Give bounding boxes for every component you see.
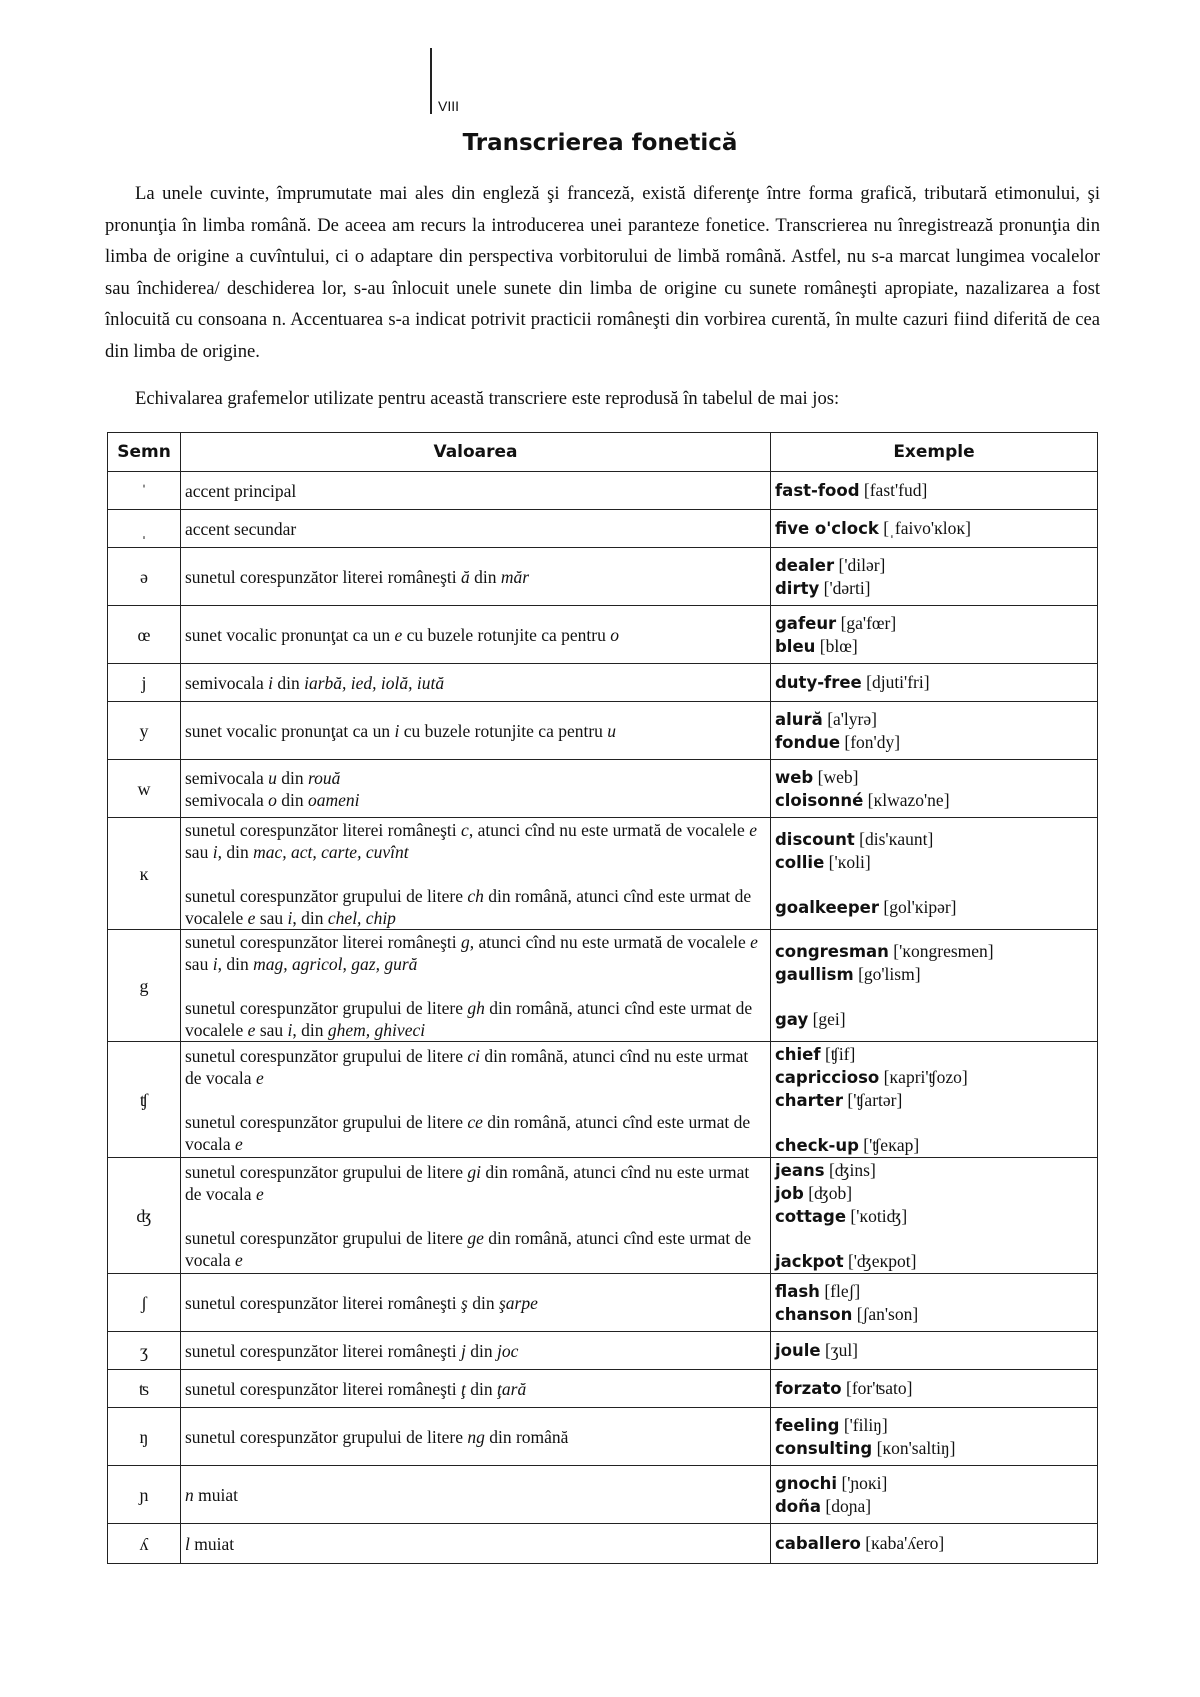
spacer	[185, 1089, 765, 1111]
example-entry: five o'clock [ˌfaivo'ĸloĸ]	[775, 518, 971, 538]
example-entry: collie ['ĸoli]	[775, 852, 871, 872]
table-body	[108, 472, 1098, 1564]
value-text: n muiat	[185, 1484, 238, 1505]
symbol-cell: œ	[108, 606, 181, 664]
value-cell	[181, 1332, 771, 1370]
table-row	[108, 548, 1098, 606]
example-entry: caballero [ĸaba'ʎero]	[775, 1533, 945, 1553]
example-entry: fondue [fon'dy]	[775, 731, 901, 752]
value-cell	[181, 1524, 771, 1564]
example-cell	[771, 930, 1098, 1042]
table-row	[108, 930, 1098, 1042]
example-entry: discount [dis'ĸaunt]	[775, 829, 934, 849]
value-text: sunetul corespunzător literei româneşti c, atunci cînd nu este urmată de vocalele e sau i, din mac, act, carte, cuvînt	[185, 819, 757, 862]
example-entry: jeans [ʤins]	[775, 1159, 876, 1180]
table-row	[108, 760, 1098, 818]
example-cell	[771, 1332, 1098, 1370]
header-exemple: Exemple	[771, 433, 1098, 472]
example-cell	[771, 1370, 1098, 1408]
value-text: sunetul corespunzător literei româneşti ş din şarpe	[185, 1292, 538, 1313]
value-text: accent secundar	[185, 518, 297, 539]
example-entry: congresman ['ĸongresmen]	[775, 941, 994, 961]
symbol-cell: ĸ	[108, 818, 181, 930]
value-cell	[181, 472, 771, 510]
value-text: sunet vocalic pronunţat ca un i cu buzele rotunjite ca pentru u	[185, 720, 617, 741]
example-cell	[771, 1274, 1098, 1332]
symbol-cell: j	[108, 664, 181, 702]
page-title: Transcrierea fonetică	[462, 130, 738, 156]
header-divider	[430, 48, 432, 114]
example-cell	[771, 472, 1098, 510]
symbol-cell: ʧ	[108, 1042, 181, 1158]
example-cell	[771, 510, 1098, 548]
example-entry: capriccioso [ĸapri'ʧozo]	[775, 1066, 968, 1087]
value-text: sunetul corespunzător grupului de litere ce din română, atunci cînd este urmat de vocala e	[185, 1111, 751, 1154]
example-entry: check-up ['ʧeĸap]	[775, 1134, 920, 1155]
intro-text: La unele cuvinte, împrumutate mai ales din engleză şi franceză, există diferenţe între forma grafică, tributară etimonului, şi pronunţia în limba română. De aceea am recurs la introducerea unei paranteze fonetice. Transcrierea nu înregistrează pronunţia din limba de origine a cuvîntului, ci o adaptare din perspectiva vorbitorului de limbă română. Astfel, nu s-a marcat lungimea vocalelor sau închiderea/ deschiderea lor, s-au înlocuit unele sunete din limba de origine cu sunete româneşti apropiate, nazalizarea a fost înlocuită cu consoana n. Accentuarea s-a indicat potrivit practicii româneşti din vorbirea curentă, în multe cazuri fiind diferită de cea din limba de origine.	[105, 183, 1100, 362]
table-row	[108, 606, 1098, 664]
example-cell	[771, 548, 1098, 606]
table-row	[108, 1370, 1098, 1408]
example-entry: fast-food [fast'fud]	[775, 480, 928, 500]
value-cell	[181, 1408, 771, 1466]
value-cell	[181, 930, 771, 1042]
example-entry: duty-free [djuti'fri]	[775, 672, 930, 692]
value-cell	[181, 1042, 771, 1158]
table-row	[108, 1158, 1098, 1274]
table-intro-paragraph: Echivalarea grafemelor utilizate pentru această transcriere este reprodusă în tabelul de mai jos:	[135, 388, 840, 409]
example-entry: feeling ['filiŋ]	[775, 1414, 888, 1435]
table-row	[108, 510, 1098, 548]
example-cell	[771, 1042, 1098, 1158]
spacer	[185, 975, 765, 997]
example-cell	[771, 1158, 1098, 1274]
example-entry: web [web]	[775, 766, 859, 787]
value-text: sunetul corespunzător grupului de litere ge din română, atunci cînd este urmat de vocala e	[185, 1227, 752, 1270]
table-row	[108, 818, 1098, 930]
spacer	[775, 874, 1092, 896]
example-cell	[771, 702, 1098, 760]
value-text: sunetul corespunzător grupului de litere ci din română, atunci cînd nu este urmat de vocala e	[185, 1045, 749, 1088]
value-cell	[181, 760, 771, 818]
example-cell	[771, 818, 1098, 930]
table-row	[108, 664, 1098, 702]
symbol-cell: ʦ	[108, 1370, 181, 1408]
example-entry: gnochi ['ɲoĸi]	[775, 1472, 888, 1493]
value-text: sunetul corespunzător grupului de litere ng din română	[185, 1426, 569, 1447]
example-entry: chanson [ʃan'son]	[775, 1303, 919, 1324]
example-entry: charter ['ʧartər]	[775, 1089, 903, 1110]
value-text: semivocala u din rouă	[185, 767, 341, 788]
page-number: VIII	[438, 98, 460, 114]
example-cell	[771, 664, 1098, 702]
value-text: sunetul corespunzător grupului de litere gh din română, atunci cînd este urmat de vocalele e sau i, din ghem, ghiveci	[185, 997, 753, 1040]
spacer	[775, 1228, 1092, 1250]
value-text: semivocala i din iarbă, ied, iolă, iută	[185, 672, 445, 693]
value-cell	[181, 1274, 771, 1332]
symbol-cell: ʒ	[108, 1332, 181, 1370]
value-cell	[181, 702, 771, 760]
symbol-cell: ˈ	[108, 472, 181, 510]
example-entry: alură [a'lyrə]	[775, 708, 877, 729]
example-entry: job [ʤob]	[775, 1182, 853, 1203]
example-entry: jackpot ['ʤeĸpot]	[775, 1250, 917, 1271]
table-row	[108, 1042, 1098, 1158]
header-valoarea: Valoarea	[181, 433, 771, 472]
symbol-cell: ə	[108, 548, 181, 606]
example-entry: cottage ['ĸotiʤ]	[775, 1205, 908, 1226]
example-entry: bleu [blœ]	[775, 635, 858, 656]
value-text: sunetul corespunzător literei româneşti ţ din ţară	[185, 1378, 527, 1399]
value-cell	[181, 818, 771, 930]
example-entry: doña [doɲa]	[775, 1495, 872, 1516]
table-row	[108, 1466, 1098, 1524]
example-entry: chief [ʧif]	[775, 1043, 856, 1064]
example-entry: joule [ʒul]	[775, 1340, 859, 1360]
example-cell	[771, 1524, 1098, 1564]
example-entry: dealer ['dilər]	[775, 554, 886, 575]
symbol-cell: g	[108, 930, 181, 1042]
example-cell	[771, 606, 1098, 664]
spacer	[185, 863, 765, 885]
value-text: accent principal	[185, 480, 297, 501]
symbol-cell: ʎ	[108, 1524, 181, 1564]
example-entry: gay [gei]	[775, 1009, 846, 1029]
symbol-cell: ˌ	[108, 510, 181, 548]
value-text: sunet vocalic pronunţat ca un e cu buzele rotunjite ca pentru o	[185, 624, 619, 645]
symbol-cell: y	[108, 702, 181, 760]
example-cell	[771, 1408, 1098, 1466]
header-semn: Semn	[108, 433, 181, 472]
example-entry: flash [fleʃ]	[775, 1280, 861, 1301]
example-entry: gafeur [ga'fœr]	[775, 612, 897, 633]
symbol-cell: ʃ	[108, 1274, 181, 1332]
table-row	[108, 1332, 1098, 1370]
value-text: sunetul corespunzător grupului de litere ch din română, atunci cînd este urmat de vocalele e sau i, din chel, chip	[185, 885, 752, 928]
intro-paragraph	[105, 178, 1100, 367]
symbol-cell: ɲ	[108, 1466, 181, 1524]
spacer	[775, 1112, 1092, 1134]
value-cell	[181, 1370, 771, 1408]
value-cell	[181, 548, 771, 606]
symbol-cell: ŋ	[108, 1408, 181, 1466]
value-text: sunetul corespunzător grupului de litere gi din română, atunci cînd nu este urmat de vocala e	[185, 1161, 750, 1204]
table-header-row	[108, 433, 1098, 472]
value-text: sunetul corespunzător literei româneşti j din joc	[185, 1340, 519, 1361]
value-text: sunetul corespunzător literei româneşti g, atunci cînd nu este urmată de vocalele e sau i, din mag, agricol, gaz, gură	[185, 931, 758, 974]
example-cell	[771, 1466, 1098, 1524]
value-cell	[181, 606, 771, 664]
value-cell	[181, 510, 771, 548]
example-entry: dirty ['dərti]	[775, 577, 871, 598]
example-cell	[771, 760, 1098, 818]
value-cell	[181, 1158, 771, 1274]
table-row	[108, 472, 1098, 510]
value-text: semivocala o din oameni	[185, 789, 360, 810]
example-entry: forzato [for'ʦato]	[775, 1378, 913, 1398]
example-entry: cloisonné [ĸlwazo'ne]	[775, 789, 950, 810]
spacer	[185, 1205, 765, 1227]
value-text: sunetul corespunzător literei româneşti ă din măr	[185, 566, 530, 587]
table-row	[108, 702, 1098, 760]
example-entry: consulting [ĸon'saltiŋ]	[775, 1437, 956, 1458]
table-row	[108, 1408, 1098, 1466]
value-text: l muiat	[185, 1533, 235, 1554]
spacer	[775, 986, 1092, 1008]
phonetic-table	[107, 432, 1098, 1564]
value-cell	[181, 664, 771, 702]
symbol-cell: w	[108, 760, 181, 818]
example-entry: gaullism [go'lism]	[775, 964, 921, 984]
table-row	[108, 1524, 1098, 1564]
symbol-cell: ʤ	[108, 1158, 181, 1274]
table-row	[108, 1274, 1098, 1332]
value-cell	[181, 1466, 771, 1524]
example-entry: goalkeeper [gol'ĸipər]	[775, 897, 957, 917]
